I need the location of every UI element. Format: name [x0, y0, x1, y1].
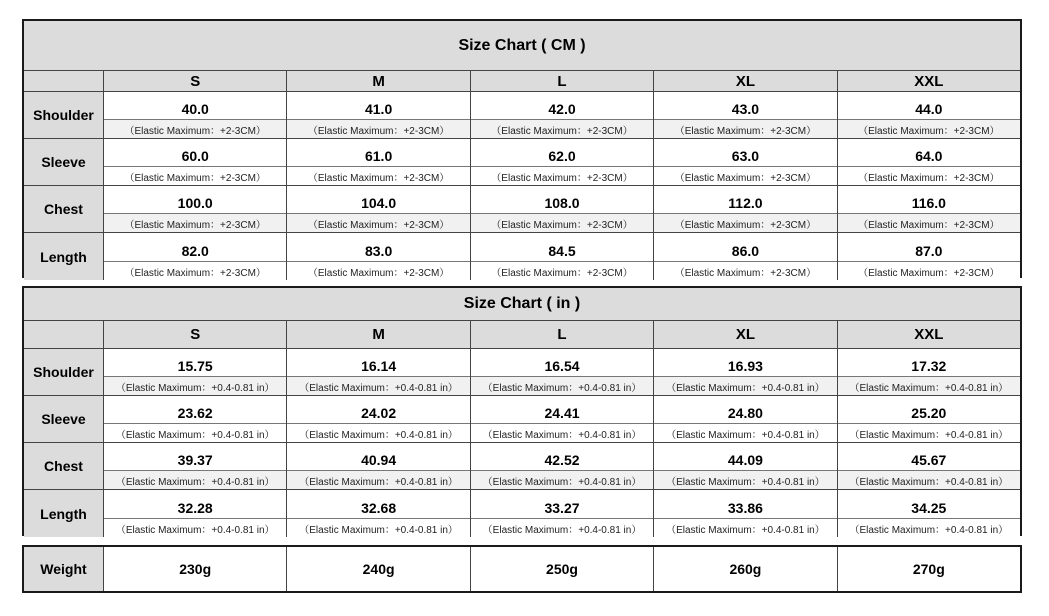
- elastic-note: （Elastic Maximum：+2-3CM）: [104, 213, 286, 232]
- table-cell: [838, 139, 1020, 185]
- table-cell: [838, 490, 1020, 537]
- table-cell: [654, 186, 837, 232]
- table-title: Size Chart ( in ): [24, 288, 1020, 321]
- table-cell: [287, 92, 470, 138]
- elastic-note: （Elastic Maximum：+0.4-0.81 in）: [654, 423, 836, 442]
- table-row: [24, 186, 1020, 233]
- table-cell: [838, 92, 1020, 138]
- elastic-note: （Elastic Maximum：+0.4-0.81 in）: [287, 423, 469, 442]
- table-cell: [104, 233, 287, 280]
- table-cell: [654, 490, 837, 537]
- cell-value: 82.0: [181, 243, 209, 259]
- elastic-note: （Elastic Maximum：+2-3CM）: [287, 119, 469, 138]
- elastic-note: （Elastic Maximum：+0.4-0.81 in）: [104, 423, 286, 442]
- elastic-note: （Elastic Maximum：+2-3CM）: [654, 261, 836, 280]
- table-row: [24, 139, 1020, 186]
- cell-value: 24.41: [544, 405, 580, 421]
- cell-value: 15.75: [177, 358, 213, 374]
- elastic-note: （Elastic Maximum：+0.4-0.81 in）: [104, 376, 286, 395]
- cell-value: 17.32: [911, 358, 947, 374]
- table-cell: [104, 349, 287, 395]
- elastic-note: （Elastic Maximum：+0.4-0.81 in）: [838, 470, 1020, 489]
- weight-value: 270g: [912, 561, 945, 577]
- elastic-note: （Elastic Maximum：+0.4-0.81 in）: [838, 518, 1020, 537]
- size-header: XL: [654, 321, 837, 348]
- table-cell: [104, 92, 287, 138]
- elastic-note: （Elastic Maximum：+0.4-0.81 in）: [471, 470, 653, 489]
- row-label: Chest: [24, 443, 104, 489]
- elastic-note: （Elastic Maximum：+2-3CM）: [471, 213, 653, 232]
- elastic-note: （Elastic Maximum：+0.4-0.81 in）: [654, 376, 836, 395]
- table-row: [24, 92, 1020, 139]
- cell-value: 16.54: [544, 358, 580, 374]
- cell-value: 108.0: [544, 195, 580, 211]
- elastic-note: （Elastic Maximum：+0.4-0.81 in）: [838, 376, 1020, 395]
- cell-value: 34.25: [911, 500, 947, 516]
- table-row: [24, 490, 1020, 537]
- table-cell: [287, 396, 470, 442]
- table-cell: [654, 396, 837, 442]
- header-corner: [24, 321, 104, 348]
- cell-value: 112.0: [728, 195, 763, 211]
- table-cell: [471, 233, 654, 280]
- elastic-note: （Elastic Maximum：+0.4-0.81 in）: [471, 376, 653, 395]
- table-cell: [104, 139, 287, 185]
- cell-value: 61.0: [364, 148, 393, 164]
- table-cell: [104, 443, 287, 489]
- table-cell: [654, 233, 837, 280]
- cell-value: 40.0: [181, 101, 209, 117]
- cell-value: 44.09: [727, 452, 763, 468]
- elastic-note: （Elastic Maximum：+2-3CM）: [838, 213, 1020, 232]
- row-label: Chest: [24, 186, 104, 232]
- table-cell: [654, 349, 837, 395]
- cell-value: 42.52: [544, 452, 580, 468]
- table-cell: [287, 349, 470, 395]
- elastic-note: （Elastic Maximum：+2-3CM）: [471, 261, 653, 280]
- table-cell: [838, 349, 1020, 395]
- header-corner: [24, 71, 104, 91]
- cell-value: 104.0: [361, 195, 397, 211]
- weight-value: 240g: [287, 547, 470, 591]
- elastic-note: （Elastic Maximum：+0.4-0.81 in）: [654, 518, 836, 537]
- size-header: XXL: [838, 71, 1020, 91]
- table-cell: [471, 490, 654, 537]
- table-cell: [838, 186, 1020, 232]
- table-cell: [654, 139, 837, 185]
- table-title: Size Chart ( CM ): [24, 21, 1020, 71]
- cell-value: 24.02: [361, 405, 397, 421]
- elastic-note: （Elastic Maximum：+0.4-0.81 in）: [654, 470, 836, 489]
- table-row: [24, 233, 1020, 280]
- elastic-note: （Elastic Maximum：+0.4-0.81 in）: [104, 518, 286, 537]
- elastic-note: （Elastic Maximum：+2-3CM）: [654, 166, 836, 185]
- elastic-note: （Elastic Maximum：+0.4-0.81 in）: [471, 518, 653, 537]
- size-header: XL: [654, 71, 837, 91]
- row-label: Sleeve: [24, 139, 104, 185]
- elastic-note: （Elastic Maximum：+0.4-0.81 in）: [104, 470, 286, 489]
- cell-value: 116.0: [911, 195, 946, 211]
- elastic-note: （Elastic Maximum：+2-3CM）: [287, 261, 469, 280]
- elastic-note: （Elastic Maximum：+2-3CM）: [287, 166, 469, 185]
- table-cell: [471, 443, 654, 489]
- elastic-note: （Elastic Maximum：+2-3CM）: [471, 166, 653, 185]
- size-header: S: [104, 321, 287, 348]
- cell-value: 86.0: [731, 243, 760, 259]
- table-cell: [287, 443, 470, 489]
- table-cell: [471, 186, 654, 232]
- elastic-note: （Elastic Maximum：+0.4-0.81 in）: [838, 423, 1020, 442]
- size-header-row: [24, 71, 1020, 92]
- size-header: M: [287, 71, 470, 91]
- cell-value: 33.27: [544, 500, 580, 516]
- table-cell: [104, 490, 287, 537]
- elastic-note: （Elastic Maximum：+0.4-0.81 in）: [287, 470, 469, 489]
- cell-value: 84.5: [548, 243, 576, 259]
- weight-value: 230g: [104, 547, 287, 591]
- cell-value: 25.20: [911, 405, 947, 421]
- elastic-note: （Elastic Maximum：+2-3CM）: [104, 119, 286, 138]
- table-cell: [287, 186, 470, 232]
- cell-value: 45.67: [911, 452, 947, 468]
- cell-value: 39.37: [177, 452, 213, 468]
- size-header: S: [104, 71, 287, 91]
- table-cell: [838, 233, 1020, 280]
- cell-value: 60.0: [181, 148, 209, 164]
- cell-value: 42.0: [548, 101, 576, 117]
- elastic-note: （Elastic Maximum：+2-3CM）: [838, 119, 1020, 138]
- size-header-row: [24, 321, 1020, 349]
- table-cell: [654, 92, 837, 138]
- cell-value: 41.0: [364, 101, 393, 117]
- row-label: Length: [24, 233, 104, 280]
- size-header: L: [471, 71, 654, 91]
- elastic-note: （Elastic Maximum：+2-3CM）: [654, 119, 836, 138]
- row-label: Weight: [24, 547, 104, 591]
- cell-value: 43.0: [731, 101, 760, 117]
- size-header: XXL: [838, 321, 1020, 348]
- cell-value: 16.93: [727, 358, 763, 374]
- table-cell: [287, 233, 470, 280]
- size-header: M: [287, 321, 470, 348]
- elastic-note: （Elastic Maximum：+0.4-0.81 in）: [287, 518, 469, 537]
- elastic-note: （Elastic Maximum：+0.4-0.81 in）: [471, 423, 653, 442]
- cell-value: 32.28: [177, 500, 213, 516]
- table-body: [24, 92, 1020, 280]
- row-label: Shoulder: [24, 349, 104, 395]
- size-chart-in-table: [22, 286, 1022, 536]
- elastic-note: （Elastic Maximum：+0.4-0.81 in）: [287, 376, 469, 395]
- cell-value: 33.86: [727, 500, 763, 516]
- row-label: Shoulder: [24, 92, 104, 138]
- weight-value: 250g: [471, 547, 654, 591]
- table-cell: [838, 443, 1020, 489]
- table-cell: [471, 396, 654, 442]
- elastic-note: （Elastic Maximum：+2-3CM）: [654, 213, 836, 232]
- size-header: L: [471, 321, 654, 348]
- elastic-note: （Elastic Maximum：+2-3CM）: [104, 166, 286, 185]
- cell-value: 100.0: [177, 195, 213, 211]
- cell-value: 44.0: [915, 101, 943, 117]
- cell-value: 87.0: [915, 243, 943, 259]
- table-row: [24, 547, 1020, 591]
- table-cell: [104, 186, 287, 232]
- table-cell: [654, 443, 837, 489]
- cell-value: 63.0: [731, 148, 760, 164]
- row-label: Sleeve: [24, 396, 104, 442]
- elastic-note: （Elastic Maximum：+2-3CM）: [471, 119, 653, 138]
- table-cell: [471, 139, 654, 185]
- cell-value: 23.62: [177, 405, 213, 421]
- weight-value: 260g: [654, 547, 837, 591]
- table-body: [24, 349, 1020, 537]
- table-row: [24, 443, 1020, 490]
- table-row: [24, 349, 1020, 396]
- elastic-note: （Elastic Maximum：+2-3CM）: [838, 166, 1020, 185]
- elastic-note: （Elastic Maximum：+2-3CM）: [104, 261, 286, 280]
- cell-value: 83.0: [364, 243, 393, 259]
- table-cell: [287, 490, 470, 537]
- table-cell: [471, 92, 654, 138]
- elastic-note: （Elastic Maximum：+2-3CM）: [287, 213, 469, 232]
- table-cell: [287, 139, 470, 185]
- table-cell: [471, 349, 654, 395]
- weight-table: [22, 545, 1022, 593]
- elastic-note: （Elastic Maximum：+2-3CM）: [838, 261, 1020, 280]
- cell-value: 62.0: [548, 148, 576, 164]
- table-row: [24, 396, 1020, 443]
- row-label: Length: [24, 490, 104, 537]
- table-cell: [104, 396, 287, 442]
- cell-value: 64.0: [915, 148, 943, 164]
- size-chart-cm-table: [22, 19, 1022, 278]
- cell-value: 24.80: [727, 405, 763, 421]
- cell-value: 40.94: [361, 452, 397, 468]
- cell-value: 32.68: [361, 500, 397, 516]
- cell-value: 16.14: [361, 358, 397, 374]
- table-cell: [838, 396, 1020, 442]
